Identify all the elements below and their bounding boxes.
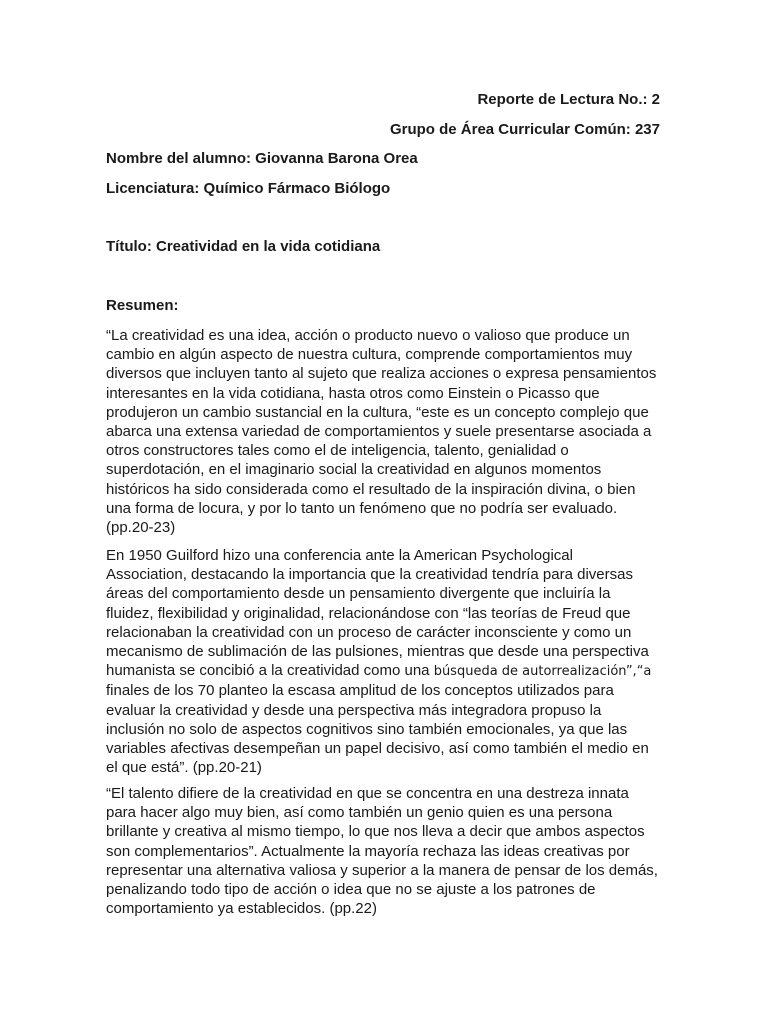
paragraph-line: superdotación, en el imaginario social la creatividad en algunos momentos: [106, 461, 602, 479]
paragraph-line: mecanismo de sublimación de las pulsiones, mientras que desde una perspectiva: [106, 643, 649, 661]
degree-program: Licenciatura: Químico Fármaco Biólogo: [106, 180, 391, 197]
student-name: Nombre del alumno: Giovanna Barona Orea: [106, 150, 418, 167]
paragraph-line: “La creatividad es una idea, acción o producto nuevo o valioso que produce un: [106, 327, 630, 344]
summary-heading: Resumen:: [106, 297, 179, 314]
paragraph-line: áreas del comportamiento desde un pensamiento divergente que incluiría la: [106, 585, 611, 603]
paragraph-line: cambio en algún aspecto de nuestra cultura, comprende comportamientos muy: [106, 346, 633, 364]
paragraph-line: variables afectivas desempeñan un papel decisivo, así como también el medio en: [106, 740, 649, 758]
line-segment-alt-font: búsqueda de autorrealización”,“a: [433, 664, 652, 680]
paragraph-line: finales de los 70 planteo la escasa amplitud de los conceptos utilizados para: [106, 682, 614, 700]
summary-paragraph-2: [106, 546, 666, 777]
paragraph-line: evaluar la creatividad y desde una perspectiva más integradora propuso la: [106, 701, 602, 719]
paragraph-line: brillante y creativa al mismo tiempo, lo que nos lleva a decir que ambos aspectos: [106, 823, 645, 841]
paragraph-line: Association, destacando la importancia que la creatividad tendría para diversas: [106, 566, 633, 584]
document-title: Título: Creatividad en la vida cotidiana: [106, 238, 381, 255]
paragraph-line: (pp.20-23): [106, 519, 176, 537]
paragraph-line: inclusión no solo de aspectos cognitivos sino también emocionales, ya que las: [106, 720, 628, 738]
paragraph-line: el que está”. (pp.20-21): [106, 759, 262, 777]
paragraph-line: representar una alternativa valiosa y superior a la manera de pensar de los demás,: [106, 861, 658, 879]
curricular-group: Grupo de Área Curricular Común: 237: [389, 121, 660, 138]
summary-paragraph-1: [106, 326, 666, 537]
paragraph-line: “El talento difiere de la creatividad en que se concentra en una destreza innata: [106, 785, 629, 802]
paragraph-line: otros constructores tales como el de inteligencia, talento, genialidad o: [106, 442, 569, 460]
line-segment: humanista se concibió a la creatividad como una: [106, 662, 434, 680]
report-number: Reporte de Lectura No.: 2: [477, 91, 660, 108]
paragraph-line: abarca una extensa variedad de comportamientos y suele presentarse asociada a: [106, 423, 652, 441]
paragraph-line: históricos ha sido considerada como el resultado de la inspiración divina, o bien: [106, 480, 636, 498]
summary-paragraph-3: [106, 784, 666, 918]
paragraph-line: diversos que incluyen tanto al sujeto que realiza acciones o expresa pensamientos: [106, 365, 657, 383]
paragraph-line: comportamiento ya establecidos. (pp.22): [106, 900, 377, 918]
paragraph-line: una forma de locura, y por lo tanto un fenómeno que no podría ser evaluado.: [106, 499, 618, 517]
paragraph-line-mixed: [106, 661, 666, 681]
paragraph-line: interesantes en la vida cotidiana, hasta otros como Einstein o Picasso que: [106, 384, 600, 402]
paragraph-line: para hacer algo muy bien, así como también un genio quien es una persona: [106, 804, 613, 822]
paragraph-line: son complementarios”. Actualmente la mayoría rechaza las ideas creativas por: [106, 842, 630, 860]
paragraph-line: penalizando todo tipo de acción o idea que no se ajuste a los patrones de: [106, 881, 596, 899]
paragraph-line: relacionaban la creatividad con un proceso de carácter inconsciente y como un: [106, 623, 632, 641]
paragraph-line: fluidez, flexibilidad y originalidad, relacionándose con “las teorías de Freud que: [106, 604, 631, 622]
paragraph-line: produjeron un cambio sustancial en la cultura, “este es un concepto complejo que: [106, 403, 649, 421]
paragraph-line: En 1950 Guilford hizo una conferencia ante la American Psychological: [106, 547, 573, 564]
